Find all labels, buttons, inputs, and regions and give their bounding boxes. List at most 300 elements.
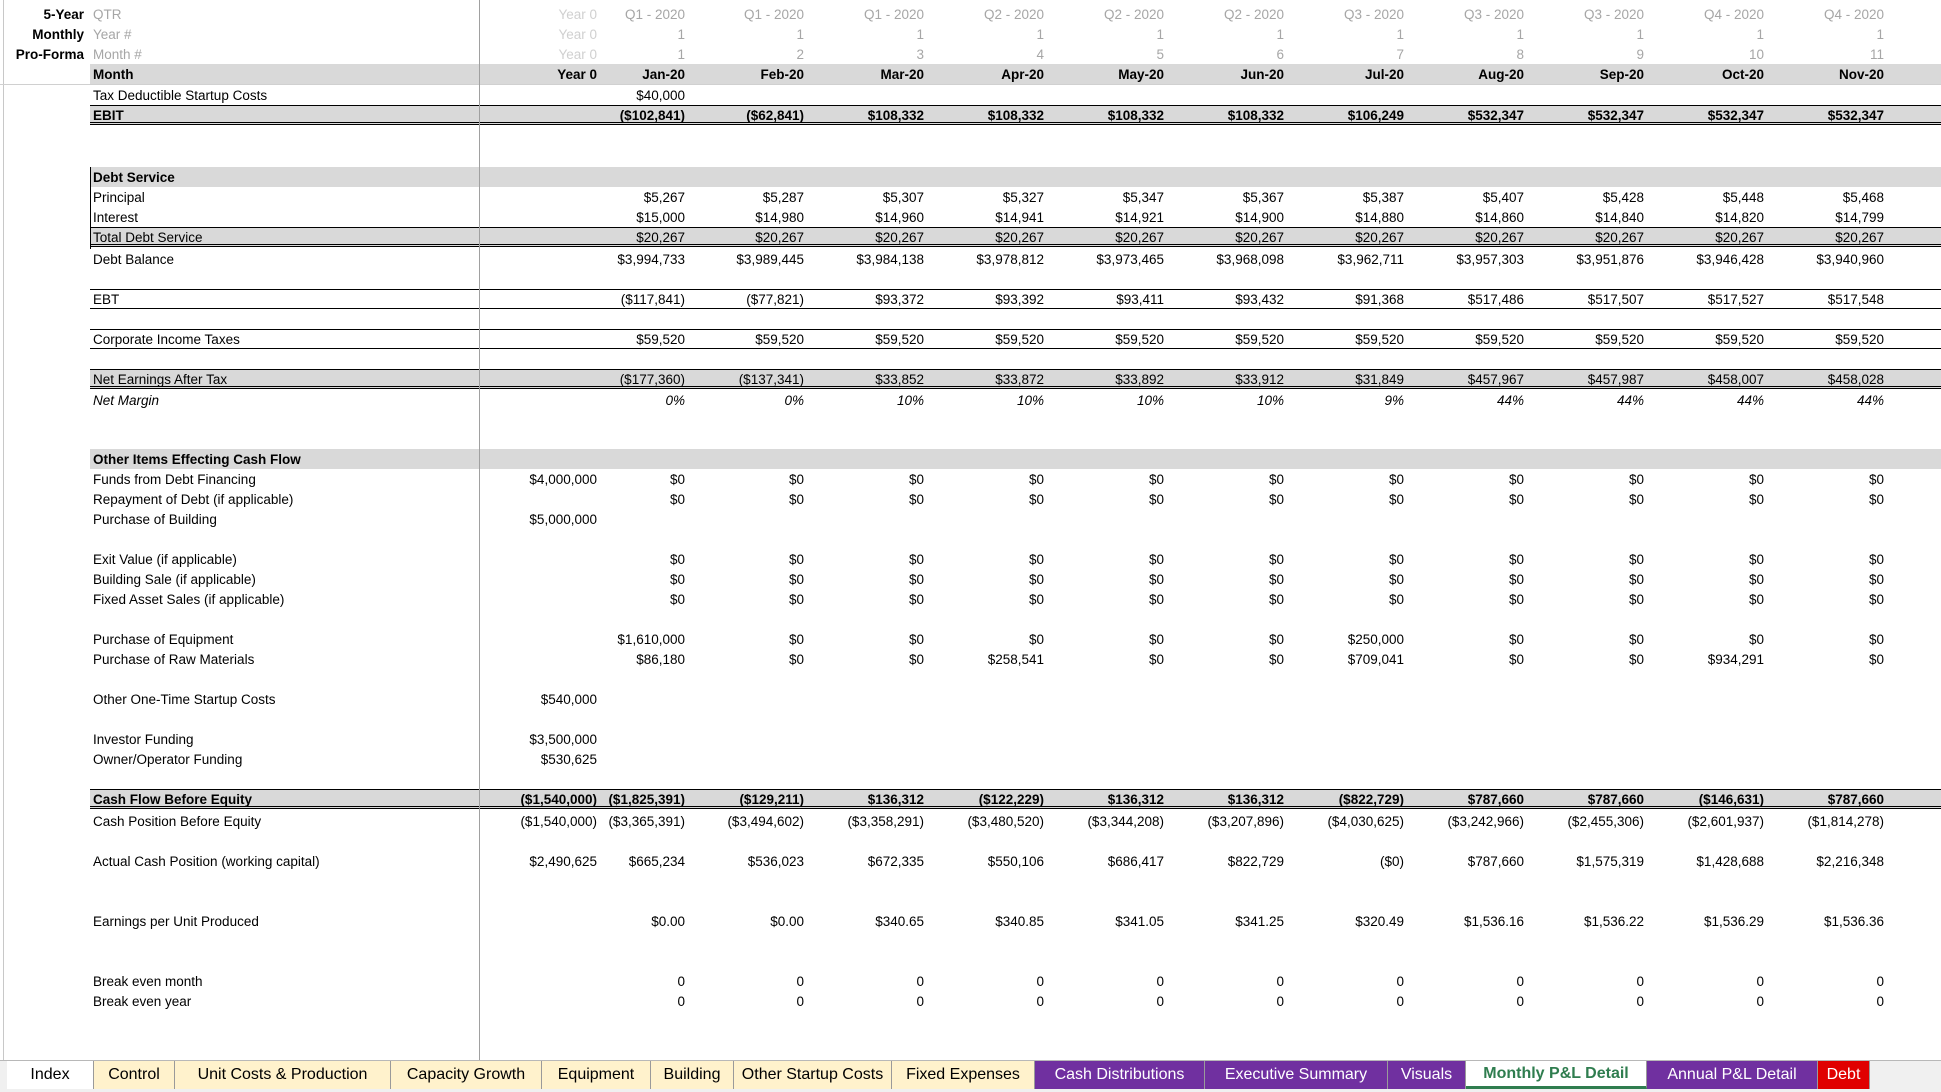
sheet-tab-equipment[interactable]: Equipment <box>542 1061 651 1089</box>
value-cell[interactable] <box>1049 729 1164 749</box>
value-cell[interactable]: $0 <box>1148 491 1164 507</box>
value-cell[interactable]: $0 <box>1028 631 1044 647</box>
value-cell[interactable]: $532,347 <box>1827 107 1884 123</box>
value-cell[interactable]: $532,347 <box>1467 107 1524 123</box>
value-cell[interactable] <box>689 749 804 769</box>
header-month_name-cell[interactable]: Feb-20 <box>760 66 804 82</box>
value-cell[interactable]: $20,267 <box>1475 229 1524 245</box>
value-cell[interactable]: $33,852 <box>875 371 924 387</box>
value-cell[interactable]: $672,335 <box>867 853 924 869</box>
value-cell[interactable]: ($102,841) <box>619 107 685 123</box>
value-cell[interactable]: $3,968,098 <box>1216 251 1284 267</box>
value-cell[interactable] <box>1409 509 1524 529</box>
value-cell[interactable]: $5,287 <box>762 189 804 205</box>
value-cell[interactable]: $20,267 <box>755 229 804 245</box>
value-cell[interactable]: $0 <box>1748 591 1764 607</box>
value-cell[interactable]: $0 <box>1508 551 1524 567</box>
value-cell[interactable]: $0 <box>788 491 804 507</box>
value-cell[interactable]: $93,411 <box>1116 291 1164 307</box>
header-year-cell[interactable]: 1 <box>796 26 804 42</box>
value-cell[interactable] <box>1529 689 1644 709</box>
value-cell[interactable]: $0 <box>669 571 685 587</box>
value-cell[interactable]: 0 <box>1516 993 1524 1009</box>
value-cell[interactable]: $59,520 <box>1235 331 1284 347</box>
value-cell[interactable] <box>1169 729 1284 749</box>
value-cell[interactable]: 0 <box>1396 993 1404 1009</box>
header-month-cell[interactable]: 7 <box>1396 46 1404 62</box>
value-cell[interactable] <box>1769 85 1884 105</box>
value-cell[interactable] <box>1649 729 1764 749</box>
value-cell[interactable]: $20,267 <box>875 229 924 245</box>
value-cell[interactable]: $517,486 <box>1467 291 1524 307</box>
header-month_name-cell[interactable]: Apr-20 <box>1001 66 1044 82</box>
value-cell[interactable]: $0 <box>788 551 804 567</box>
value-cell[interactable]: $0 <box>908 471 924 487</box>
value-cell[interactable] <box>1049 689 1164 709</box>
value-cell[interactable] <box>929 729 1044 749</box>
value-cell[interactable]: $787,660 <box>1587 791 1644 807</box>
value-cell[interactable]: $822,729 <box>1227 853 1284 869</box>
value-cell[interactable]: $341.05 <box>1115 913 1164 929</box>
value-cell[interactable]: $91,368 <box>1355 291 1404 307</box>
sheet-tab-control[interactable]: Control <box>94 1061 175 1089</box>
value-cell[interactable]: ($4,030,625) <box>1327 813 1404 829</box>
value-cell[interactable]: $59,520 <box>995 331 1044 347</box>
value-cell[interactable]: $5,347 <box>1122 189 1164 205</box>
value-cell[interactable]: $0 <box>1628 591 1644 607</box>
value-cell[interactable]: $0 <box>1388 491 1404 507</box>
value-cell[interactable] <box>1409 85 1524 105</box>
value-cell[interactable]: $0 <box>1268 651 1284 667</box>
value-cell[interactable] <box>1769 729 1884 749</box>
value-cell[interactable] <box>929 749 1044 769</box>
year0-value[interactable]: $2,490,625 <box>529 853 597 869</box>
value-cell[interactable]: $532,347 <box>1587 107 1644 123</box>
header-qtr-cell[interactable]: Q1 - 2020 <box>743 6 804 22</box>
header-month-cell[interactable]: 5 <box>1156 46 1164 62</box>
value-cell[interactable] <box>570 729 685 749</box>
value-cell[interactable]: $0 <box>908 651 924 667</box>
value-cell[interactable]: $550,106 <box>987 853 1044 869</box>
value-cell[interactable]: 0% <box>665 392 685 408</box>
value-cell[interactable]: $3,989,445 <box>736 251 804 267</box>
value-cell[interactable]: $1,536.29 <box>1703 913 1764 929</box>
value-cell[interactable]: $14,880 <box>1355 209 1404 225</box>
value-cell[interactable]: $0 <box>1748 551 1764 567</box>
value-cell[interactable]: $0 <box>1028 471 1044 487</box>
value-cell[interactable]: $3,962,711 <box>1337 251 1404 267</box>
value-cell[interactable]: $59,520 <box>1715 331 1764 347</box>
value-cell[interactable]: $31,849 <box>1355 371 1404 387</box>
value-cell[interactable] <box>809 509 924 529</box>
value-cell[interactable]: $0 <box>788 571 804 587</box>
value-cell[interactable]: $14,860 <box>1475 209 1524 225</box>
value-cell[interactable]: ($1,825,391) <box>608 791 685 807</box>
value-cell[interactable]: $0 <box>1388 551 1404 567</box>
value-cell[interactable]: $0 <box>1628 651 1644 667</box>
header-year-cell[interactable]: 1 <box>1636 26 1644 42</box>
value-cell[interactable]: $258,541 <box>987 651 1044 667</box>
value-cell[interactable]: ($1,814,278) <box>1807 813 1884 829</box>
header-year-cell[interactable]: 1 <box>1156 26 1164 42</box>
value-cell[interactable]: $0.00 <box>651 913 685 929</box>
value-cell[interactable]: $532,347 <box>1707 107 1764 123</box>
value-cell[interactable]: $0 <box>1148 591 1164 607</box>
value-cell[interactable]: $0 <box>1868 571 1884 587</box>
value-cell[interactable]: $136,312 <box>867 791 924 807</box>
value-cell[interactable]: ($122,229) <box>978 791 1044 807</box>
value-cell[interactable] <box>1649 85 1764 105</box>
value-cell[interactable]: ($2,601,937) <box>1687 813 1764 829</box>
value-cell[interactable]: 9% <box>1384 392 1404 408</box>
header-qtr-cell[interactable]: Q3 - 2020 <box>1463 6 1524 22</box>
value-cell[interactable]: $5,428 <box>1602 189 1644 205</box>
value-cell[interactable]: $0 <box>1388 571 1404 587</box>
value-cell[interactable]: $0 <box>1148 551 1164 567</box>
value-cell[interactable]: $686,417 <box>1107 853 1164 869</box>
value-cell[interactable]: ($3,480,520) <box>967 813 1044 829</box>
value-cell[interactable]: $0 <box>1508 651 1524 667</box>
value-cell[interactable]: $1,575,319 <box>1576 853 1644 869</box>
value-cell[interactable]: $0 <box>669 491 685 507</box>
value-cell[interactable]: $0 <box>1868 591 1884 607</box>
value-cell[interactable]: $0 <box>1388 471 1404 487</box>
value-cell[interactable] <box>570 689 685 709</box>
value-cell[interactable]: $20,267 <box>1715 229 1764 245</box>
value-cell[interactable]: $14,900 <box>1235 209 1284 225</box>
value-cell[interactable]: $0 <box>669 471 685 487</box>
value-cell[interactable]: $14,960 <box>875 209 924 225</box>
value-cell[interactable] <box>1409 749 1524 769</box>
header-month-cell[interactable]: 3 <box>916 46 924 62</box>
value-cell[interactable]: 0 <box>1036 993 1044 1009</box>
value-cell[interactable] <box>809 85 924 105</box>
value-cell[interactable]: ($3,358,291) <box>847 813 924 829</box>
value-cell[interactable]: $93,372 <box>875 291 924 307</box>
value-cell[interactable]: $0 <box>788 631 804 647</box>
header-month_name-cell[interactable]: Mar-20 <box>880 66 924 82</box>
value-cell[interactable] <box>809 749 924 769</box>
header-month_name-cell[interactable]: Aug-20 <box>1478 66 1524 82</box>
value-cell[interactable]: 0 <box>677 993 685 1009</box>
value-cell[interactable]: $5,468 <box>1842 189 1884 205</box>
value-cell[interactable]: $0 <box>1748 631 1764 647</box>
value-cell[interactable]: $14,840 <box>1595 209 1644 225</box>
value-cell[interactable]: $108,332 <box>1107 107 1164 123</box>
value-cell[interactable]: $517,548 <box>1827 291 1884 307</box>
header-year-cell[interactable]: 1 <box>1276 26 1284 42</box>
value-cell[interactable]: 0 <box>1036 973 1044 989</box>
header-year-cell[interactable]: 1 <box>1396 26 1404 42</box>
value-cell[interactable]: $5,307 <box>882 189 924 205</box>
year0-value[interactable]: $5,000,000 <box>529 511 597 527</box>
value-cell[interactable]: $59,520 <box>1835 331 1884 347</box>
value-cell[interactable] <box>929 509 1044 529</box>
value-cell[interactable]: 0 <box>1756 973 1764 989</box>
year0-value[interactable]: $4,000,000 <box>529 471 597 487</box>
value-cell[interactable]: 0 <box>1876 973 1884 989</box>
value-cell[interactable]: $0 <box>1868 651 1884 667</box>
value-cell[interactable]: $0 <box>1748 471 1764 487</box>
value-cell[interactable]: 0 <box>677 973 685 989</box>
value-cell[interactable]: $59,520 <box>636 331 685 347</box>
header-month-cell[interactable]: 8 <box>1516 46 1524 62</box>
value-cell[interactable] <box>689 729 804 749</box>
value-cell[interactable]: $0 <box>1868 551 1884 567</box>
year0-value[interactable]: ($1,540,000) <box>520 813 597 829</box>
value-cell[interactable]: 10% <box>1136 392 1164 408</box>
value-cell[interactable]: $3,940,960 <box>1816 251 1884 267</box>
value-cell[interactable] <box>1409 729 1524 749</box>
value-cell[interactable]: $86,180 <box>636 651 685 667</box>
header-qtr-cell[interactable]: Q3 - 2020 <box>1343 6 1404 22</box>
value-cell[interactable] <box>1529 729 1644 749</box>
value-cell[interactable]: $108,332 <box>867 107 924 123</box>
value-cell[interactable]: $0 <box>1028 591 1044 607</box>
value-cell[interactable]: ($3,242,966) <box>1447 813 1524 829</box>
year0-value[interactable]: $3,500,000 <box>529 731 597 747</box>
sheet-tab-index[interactable]: Index <box>7 1061 94 1089</box>
value-cell[interactable]: 0 <box>916 973 924 989</box>
value-cell[interactable]: $0 <box>908 551 924 567</box>
value-cell[interactable]: $93,432 <box>1235 291 1284 307</box>
value-cell[interactable]: $458,028 <box>1827 371 1884 387</box>
header-year-cell[interactable]: 1 <box>1516 26 1524 42</box>
value-cell[interactable]: ($3,365,391) <box>608 813 685 829</box>
value-cell[interactable]: $0 <box>1628 571 1644 587</box>
value-cell[interactable] <box>1649 689 1764 709</box>
value-cell[interactable]: 0 <box>1516 973 1524 989</box>
header-year-cell[interactable]: 1 <box>1036 26 1044 42</box>
value-cell[interactable]: $0 <box>908 591 924 607</box>
value-cell[interactable]: ($117,841) <box>620 291 685 307</box>
value-cell[interactable]: ($137,341) <box>738 371 804 387</box>
value-cell[interactable]: $5,267 <box>643 189 685 205</box>
value-cell[interactable]: ($3,207,896) <box>1207 813 1284 829</box>
header-month-cell[interactable]: 10 <box>1748 46 1764 62</box>
value-cell[interactable]: $1,536.16 <box>1463 913 1524 929</box>
value-cell[interactable]: $0 <box>1388 591 1404 607</box>
value-cell[interactable]: $0 <box>1628 491 1644 507</box>
header-qtr-cell[interactable]: Q1 - 2020 <box>624 6 685 22</box>
value-cell[interactable]: $0 <box>1268 471 1284 487</box>
sheet-tab-debt[interactable]: Debt <box>1818 1061 1870 1089</box>
value-cell[interactable]: 0 <box>1156 973 1164 989</box>
value-cell[interactable]: $3,994,733 <box>617 251 685 267</box>
value-cell[interactable] <box>689 85 804 105</box>
value-cell[interactable]: $20,267 <box>1595 229 1644 245</box>
value-cell[interactable]: $0 <box>788 591 804 607</box>
header-year-cell[interactable]: 1 <box>916 26 924 42</box>
value-cell[interactable]: $0 <box>1508 631 1524 647</box>
value-cell[interactable]: $20,267 <box>1355 229 1404 245</box>
value-cell[interactable]: $20,267 <box>636 229 685 245</box>
value-cell[interactable]: 44% <box>1856 392 1884 408</box>
value-cell[interactable]: $0 <box>1268 591 1284 607</box>
sheet-tab-monthly-p-l-detail[interactable]: Monthly P&L Detail <box>1466 1061 1647 1089</box>
value-cell[interactable] <box>689 509 804 529</box>
value-cell[interactable]: ($77,821) <box>746 291 804 307</box>
value-cell[interactable]: $341.25 <box>1235 913 1284 929</box>
value-cell[interactable]: $517,507 <box>1587 291 1644 307</box>
header-month-cell[interactable]: 1 <box>677 46 685 62</box>
header-qtr-cell[interactable]: Q2 - 2020 <box>1103 6 1164 22</box>
value-cell[interactable]: $0 <box>1628 471 1644 487</box>
value-cell[interactable]: $0 <box>1868 491 1884 507</box>
value-cell[interactable]: $33,912 <box>1235 371 1284 387</box>
value-cell[interactable]: 0 <box>796 993 804 1009</box>
header-month-cell[interactable]: 9 <box>1636 46 1644 62</box>
value-cell[interactable]: $709,041 <box>1347 651 1404 667</box>
value-cell[interactable]: $108,332 <box>987 107 1044 123</box>
value-cell[interactable]: $0.00 <box>770 913 804 929</box>
value-cell[interactable]: 10% <box>1256 392 1284 408</box>
value-cell[interactable]: $93,392 <box>995 291 1044 307</box>
value-cell[interactable]: $0 <box>1628 631 1644 647</box>
value-cell[interactable]: $787,660 <box>1827 791 1884 807</box>
value-cell[interactable]: $934,291 <box>1707 651 1764 667</box>
value-cell[interactable]: $3,973,465 <box>1096 251 1164 267</box>
value-cell[interactable]: $5,327 <box>1002 189 1044 205</box>
value-cell[interactable]: 0 <box>1276 973 1284 989</box>
value-cell[interactable] <box>1049 749 1164 769</box>
value-cell[interactable]: $457,987 <box>1587 371 1644 387</box>
value-cell[interactable]: $3,978,812 <box>976 251 1044 267</box>
value-cell[interactable]: 10% <box>896 392 924 408</box>
value-cell[interactable]: $0 <box>1148 631 1164 647</box>
value-cell[interactable]: 0% <box>784 392 804 408</box>
header-month_name-cell[interactable]: Jan-20 <box>642 66 685 82</box>
sheet-tab-fixed-expenses[interactable]: Fixed Expenses <box>892 1061 1035 1089</box>
value-cell[interactable]: $14,941 <box>995 209 1044 225</box>
value-cell[interactable]: 0 <box>1876 993 1884 1009</box>
value-cell[interactable]: $0 <box>1028 491 1044 507</box>
header-year-cell[interactable]: 1 <box>677 26 685 42</box>
value-cell[interactable]: $0 <box>1508 571 1524 587</box>
header-qtr-cell[interactable]: Q1 - 2020 <box>863 6 924 22</box>
value-cell[interactable]: $0 <box>1028 571 1044 587</box>
value-cell[interactable]: $0 <box>1148 471 1164 487</box>
sheet-tab-other-startup-costs[interactable]: Other Startup Costs <box>734 1061 892 1089</box>
header-qtr-cell[interactable]: Q4 - 2020 <box>1703 6 1764 22</box>
value-cell[interactable]: 44% <box>1616 392 1644 408</box>
value-cell[interactable]: $3,957,303 <box>1456 251 1524 267</box>
value-cell[interactable]: $0 <box>1868 631 1884 647</box>
header-year-cell[interactable]: 1 <box>1876 26 1884 42</box>
value-cell[interactable]: ($129,211) <box>739 791 804 807</box>
value-cell[interactable]: $0 <box>1148 651 1164 667</box>
value-cell[interactable]: $40,000 <box>636 87 685 103</box>
value-cell[interactable] <box>1529 509 1644 529</box>
value-cell[interactable]: ($2,455,306) <box>1567 813 1644 829</box>
value-cell[interactable]: $3,984,138 <box>856 251 924 267</box>
value-cell[interactable]: $0 <box>788 471 804 487</box>
value-cell[interactable]: $5,367 <box>1242 189 1284 205</box>
value-cell[interactable]: $20,267 <box>1235 229 1284 245</box>
value-cell[interactable]: $0 <box>1148 571 1164 587</box>
value-cell[interactable] <box>1649 749 1764 769</box>
value-cell[interactable]: $0 <box>1748 491 1764 507</box>
value-cell[interactable]: ($3,494,602) <box>727 813 804 829</box>
value-cell[interactable]: $1,610,000 <box>617 631 685 647</box>
value-cell[interactable] <box>1289 85 1404 105</box>
value-cell[interactable] <box>809 689 924 709</box>
value-cell[interactable]: $0 <box>1748 571 1764 587</box>
value-cell[interactable]: $59,520 <box>875 331 924 347</box>
value-cell[interactable]: $59,520 <box>1595 331 1644 347</box>
value-cell[interactable]: ($3,344,208) <box>1087 813 1164 829</box>
value-cell[interactable] <box>689 689 804 709</box>
value-cell[interactable]: $0 <box>1268 571 1284 587</box>
value-cell[interactable]: $33,872 <box>995 371 1044 387</box>
value-cell[interactable]: 0 <box>1636 993 1644 1009</box>
value-cell[interactable]: $250,000 <box>1347 631 1404 647</box>
header-qtr-cell[interactable]: Q3 - 2020 <box>1583 6 1644 22</box>
value-cell[interactable]: 0 <box>1396 973 1404 989</box>
value-cell[interactable]: $787,660 <box>1467 791 1524 807</box>
value-cell[interactable] <box>1529 85 1644 105</box>
year0-value[interactable]: ($1,540,000) <box>520 791 597 807</box>
value-cell[interactable]: $14,980 <box>755 209 804 225</box>
value-cell[interactable] <box>1289 509 1404 529</box>
header-qtr-cell[interactable]: Q4 - 2020 <box>1823 6 1884 22</box>
value-cell[interactable] <box>1409 689 1524 709</box>
header-month_name-cell[interactable]: Sep-20 <box>1599 66 1644 82</box>
value-cell[interactable]: $458,007 <box>1707 371 1764 387</box>
value-cell[interactable]: $3,946,428 <box>1696 251 1764 267</box>
value-cell[interactable] <box>1289 689 1404 709</box>
value-cell[interactable]: $2,216,348 <box>1816 853 1884 869</box>
value-cell[interactable]: $0 <box>669 591 685 607</box>
value-cell[interactable]: $0 <box>1508 591 1524 607</box>
value-cell[interactable]: $15,000 <box>636 209 685 225</box>
value-cell[interactable]: $0 <box>1268 551 1284 567</box>
sheet-tab-visuals[interactable]: Visuals <box>1388 1061 1466 1089</box>
value-cell[interactable]: 0 <box>1756 993 1764 1009</box>
value-cell[interactable]: ($0) <box>1379 853 1404 869</box>
value-cell[interactable]: $20,267 <box>995 229 1044 245</box>
value-cell[interactable] <box>1529 749 1644 769</box>
value-cell[interactable]: $14,921 <box>1115 209 1164 225</box>
value-cell[interactable] <box>1049 85 1164 105</box>
value-cell[interactable] <box>570 749 685 769</box>
value-cell[interactable]: 44% <box>1736 392 1764 408</box>
value-cell[interactable]: 0 <box>916 993 924 1009</box>
sheet-tab-building[interactable]: Building <box>651 1061 734 1089</box>
value-cell[interactable]: $0 <box>1868 471 1884 487</box>
header-month-cell[interactable]: 4 <box>1036 46 1044 62</box>
value-cell[interactable]: $1,428,688 <box>1696 853 1764 869</box>
value-cell[interactable]: $457,967 <box>1467 371 1524 387</box>
value-cell[interactable] <box>1769 749 1884 769</box>
value-cell[interactable]: $0 <box>908 571 924 587</box>
value-cell[interactable]: $5,387 <box>1362 189 1404 205</box>
sheet-tab-capacity-growth[interactable]: Capacity Growth <box>391 1061 542 1089</box>
sheet-tab-annual-p-l-detail[interactable]: Annual P&L Detail <box>1647 1061 1818 1089</box>
value-cell[interactable] <box>929 689 1044 709</box>
header-month-cell[interactable]: 2 <box>796 46 804 62</box>
value-cell[interactable]: $136,312 <box>1107 791 1164 807</box>
value-cell[interactable]: $0 <box>788 651 804 667</box>
value-cell[interactable]: $136,312 <box>1227 791 1284 807</box>
value-cell[interactable]: $59,520 <box>1355 331 1404 347</box>
value-cell[interactable]: $340.65 <box>875 913 924 929</box>
value-cell[interactable]: $536,023 <box>747 853 804 869</box>
value-cell[interactable]: $1,536.22 <box>1583 913 1644 929</box>
sheet-tab-unit-costs-production[interactable]: Unit Costs & Production <box>175 1061 391 1089</box>
value-cell[interactable] <box>1289 749 1404 769</box>
header-qtr-cell[interactable]: Q2 - 2020 <box>1223 6 1284 22</box>
